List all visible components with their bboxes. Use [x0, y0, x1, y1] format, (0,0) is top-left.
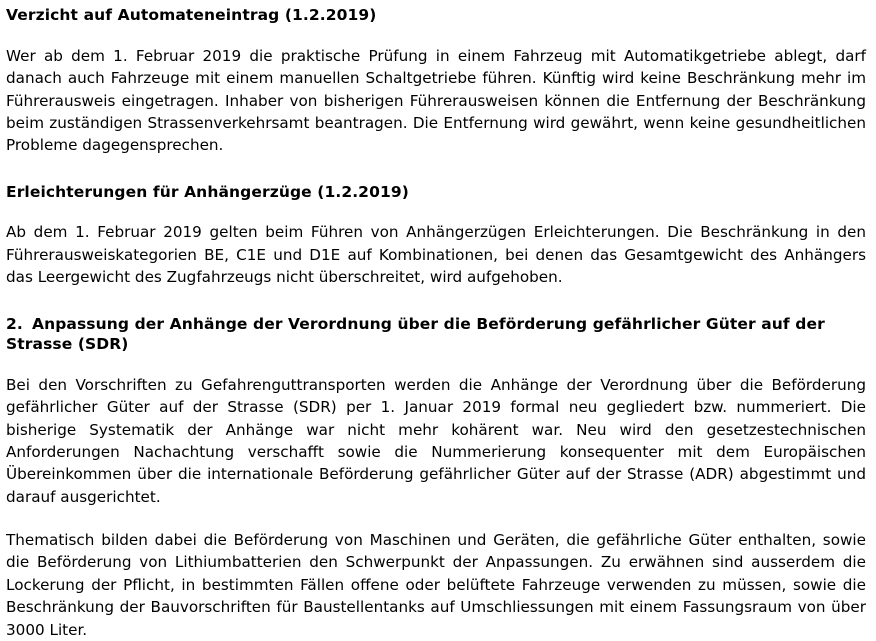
section-heading-automateneintrag: Verzicht auf Automateneintrag (1.2.2019) [6, 6, 377, 24]
paragraph-anhaengerzuege: Ab dem 1. Februar 2019 gelten beim Führen von Anhängerzügen Erleichterungen. Die Beschränkung in den Führerausweiskategorien BE, C1E und D1E auf Kombinationen, bei denen das Gesamtgewicht des Anhängers das Leergewicht des Zugfahrzeugs nicht überschreitet, wird aufgehoben. [6, 223, 866, 287]
section-heading-sdr [6, 315, 866, 355]
section-heading-sdr-text: Anpassung der Anhänge der Verordnung über die Beförderung gefährlicher Güter auf der Strasse (SDR) [6, 315, 825, 354]
paragraph-sdr-2: Thematisch bilden dabei die Beförderung von Maschinen und Geräten, die gefährliche Güter enthalten, sowie die Beförderung von Lithiumbatterien den Schwerpunkt der Anpassungen. Zu erwähnen sind ausserdem die Lockerung der Pflicht, in bestimmten Fällen offene oder belüftete Fahrzeuge verwenden zu müssen, sowie die Beschränkung der Bauvorschriften für Baustellentanks auf Umschliessungen mit einem Fassungsraum von über 3000 Liter. [6, 531, 866, 639]
section-heading-anhaengerzuege: Erleichterungen für Anhängerzüge (1.2.2019) [6, 182, 409, 201]
paragraph-automateneintrag: Wer ab dem 1. Februar 2019 die praktische Prüfung in einem Fahrzeug mit Automatikgetriebe ablegt, darf danach auch Fahrzeuge mit einem manuellen Schaltgetriebe führen. Künftig wird keine Beschränkung mehr im Führerausweis eingetragen. Inhaber von bisherigen Führerausweisen können die Entfernung der Beschränkung beim zuständigen Strassenverkehrsamt beantragen. Die Entfernung wird gewährt, wenn keine gesundheitlichen Probleme dagegensprechen. [6, 46, 866, 155]
section-number: 2. [6, 315, 23, 334]
paragraph-sdr-1: Bei den Vorschriften zu Gefahrenguttransporten werden die Anhänge der Verordnung über die Beförderung gefährlicher Güter auf der Strasse (SDR) per 1. Januar 2019 formal neu gegliedert bzw. nummeriert. Die bisherige Systematik der Anhänge war nicht mehr kohärent war. Neu wird den gesetzestechnischen Anforderungen Nachachtung verschafft sowie die Nummerierung konsequenter mit dem Europäischen Übereinkommen über die internationale Beförderung gefährlicher Güter auf der Strasse (ADR) abgestimmt und darauf ausgerichtet. [6, 376, 866, 506]
